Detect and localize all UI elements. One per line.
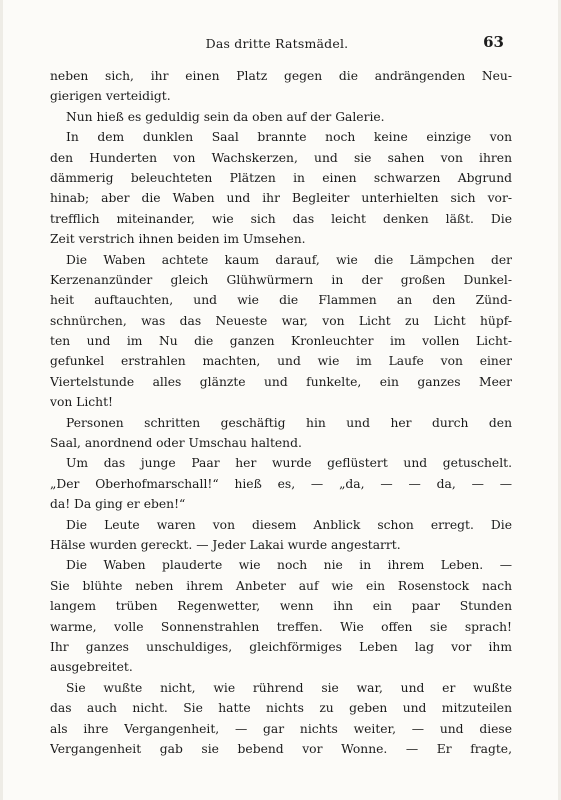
text-line: schnürchen, was das Neueste war, von Licht zu Licht hüpf-: [50, 313, 512, 328]
text-line: Viertelstunde alles glänzte und funkelte, ein ganzes Meer: [50, 374, 512, 389]
text-line: Ihr ganzes unschuldiges, gleichförmiges Leben lag vor ihm: [50, 639, 512, 654]
running-title: Das dritte Ratsmädel.: [205, 36, 349, 51]
text-line: langem trüben Regenwetter, wenn ihn ein paar Stunden: [50, 599, 512, 614]
text-line: heit auftauchten, und wie die Flammen an den Zünd-: [50, 293, 512, 308]
text-line: warme, volle Sonnenstrahlen treffen. Wie offen sie sprach!: [50, 619, 512, 634]
text-line: Personen schritten geschäftig hin und her durch den: [66, 415, 512, 430]
text-line: gefunkel erstrahlen machten, und wie im Laufe von einer: [50, 354, 512, 369]
text-line: das auch nicht. Sie hatte nichts zu geben und mitzuteilen: [50, 701, 512, 716]
text-line: von Licht!: [50, 395, 113, 410]
text-line: als ihre Vergangenheit, — gar nichts weiter, — und diese: [50, 721, 512, 736]
text-line: dämmerig beleuchteten Plätzen in einen schwarzen Abgrund: [50, 170, 512, 185]
text-line: „Der Oberhofmarschall!“ hieß es, — „da, — — da, — —: [50, 476, 512, 491]
text-line: da! Da ging er eben!“: [50, 497, 186, 512]
text-line: ten und im Nu die ganzen Kronleuchter im vollen Licht-: [50, 334, 512, 349]
left-page-edge: [0, 0, 3, 800]
text-line: Sie wußte nicht, wie rührend sie war, und er wußte: [66, 680, 512, 695]
text-line: den Hunderten von Wachskerzen, und sie sahen von ihren: [50, 150, 512, 165]
text-line: Sie blühte neben ihrem Anbeter auf wie ein Rosenstock nach: [50, 578, 512, 593]
text-line: Die Waben plauderte wie noch nie in ihrem Leben. —: [66, 558, 512, 573]
text-line: Kerzenanzünder gleich Glühwürmern in der großen Dunkel-: [50, 272, 512, 287]
text-line: ausgebreitet.: [50, 660, 133, 675]
page-number: 63: [483, 33, 504, 51]
text-line: Die Leute waren von diesem Anblick schon erregt. Die: [66, 517, 512, 532]
page-header: [50, 32, 504, 54]
text-line: Um das junge Paar her wurde geflüstert und getuschelt.: [66, 456, 512, 471]
text-line: Saal, anordnend oder Umschau haltend.: [50, 436, 302, 451]
text-line: Vergangenheit gab sie bebend vor Wonne. — Er fragte,: [50, 741, 512, 756]
text-line: In dem dunklen Saal brannte noch keine einzige von: [66, 130, 512, 145]
body-text: [50, 66, 512, 759]
text-line: hinab; aber die Waben und ihr Begleiter unterhielten sich vor-: [50, 191, 512, 206]
text-line: neben sich, ihr einen Platz gegen die andrängenden Neu-: [50, 69, 512, 83]
text-line: Nun hieß es geduldig sein da oben auf der Galerie.: [66, 109, 385, 124]
text-line: Die Waben achtete kaum darauf, wie die Lämpchen der: [66, 252, 512, 267]
text-line: gierigen verteidigt.: [50, 89, 171, 104]
text-line: Zeit verstrich ihnen beiden im Umsehen.: [50, 232, 306, 247]
text-line: trefflich miteinander, wie sich das leicht denken läßt. Die: [50, 211, 512, 226]
text-line: Hälse wurden gereckt. — Jeder Lakai wurde angestarrt.: [50, 537, 401, 552]
